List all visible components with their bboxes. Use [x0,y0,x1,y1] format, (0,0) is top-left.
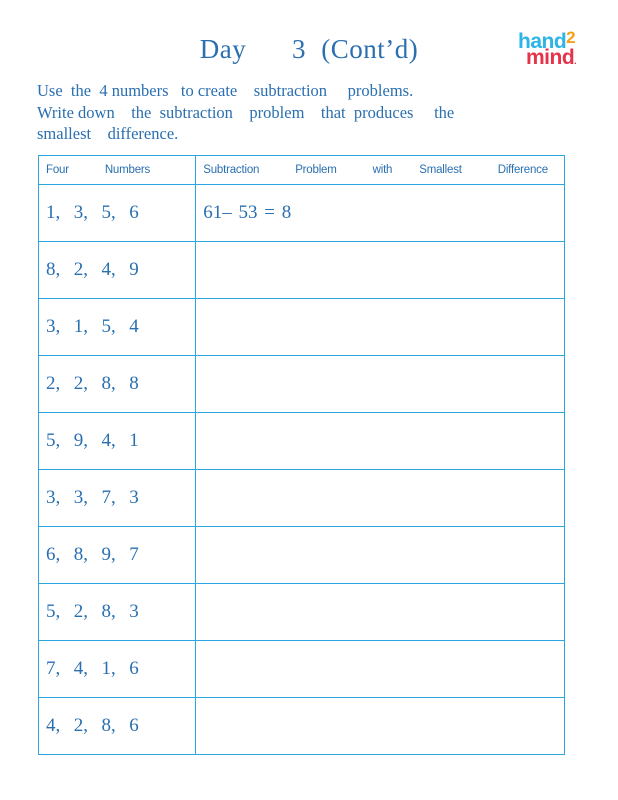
answer-cell[interactable] [196,242,565,299]
numbers-cell: 1, 3, 5, 6 [39,185,196,242]
answer-cell[interactable] [196,356,565,413]
numbers-cell: 3, 1, 5, 4 [39,299,196,356]
table-row [39,584,565,641]
logo-text-dot: . [574,56,577,66]
logo-text-mind: mind [526,46,575,69]
answer-cell[interactable] [196,299,565,356]
logo-text-hand: hand [518,30,567,53]
table-row [39,356,565,413]
table-row [39,698,565,755]
instructions-line-2: Write down the subtraction problem that produces the [37,102,455,122]
numbers-cell: 4, 2, 8, 6 [39,698,196,755]
answer-cell[interactable] [196,698,565,755]
table-row [39,242,565,299]
numbers-cell: 5, 2, 8, 3 [39,584,196,641]
numbers-cell: 3, 3, 7, 3 [39,470,196,527]
numbers-cell: 2, 2, 8, 8 [39,356,196,413]
table-row [39,470,565,527]
answer-cell[interactable] [196,527,565,584]
hand2mind-logo [518,24,598,70]
subtraction-table [38,155,565,755]
answer-cell[interactable] [196,470,565,527]
header-subtraction-problem: Subtraction Problem with Smallest Difference [196,156,565,185]
numbers-cell: 8, 2, 4, 9 [39,242,196,299]
table-row [39,527,565,584]
instructions-line-1: Use the 4 numbers to create subtraction problems. [37,81,414,100]
table-row [39,641,565,698]
instructions-line-3: smallest difference. [37,124,179,143]
answer-cell[interactable] [196,641,565,698]
logo-bottom-line [526,46,576,70]
answer-cell[interactable]: 61– 53 = 8 [196,185,565,242]
answer-cell[interactable] [196,413,565,470]
numbers-cell: 7, 4, 1, 6 [39,641,196,698]
answer-cell[interactable] [196,584,565,641]
table-row [39,299,565,356]
table-row [39,413,565,470]
table-row [39,185,565,242]
table-header-row [39,156,565,185]
numbers-cell: 6, 8, 9, 7 [39,527,196,584]
page-title: Day 3 (Cont’d) [199,34,419,64]
numbers-cell: 5, 9, 4, 1 [39,413,196,470]
header-four-numbers: Four Numbers [39,156,196,185]
logo-text-2: 2 [566,28,576,47]
instructions [37,80,517,145]
